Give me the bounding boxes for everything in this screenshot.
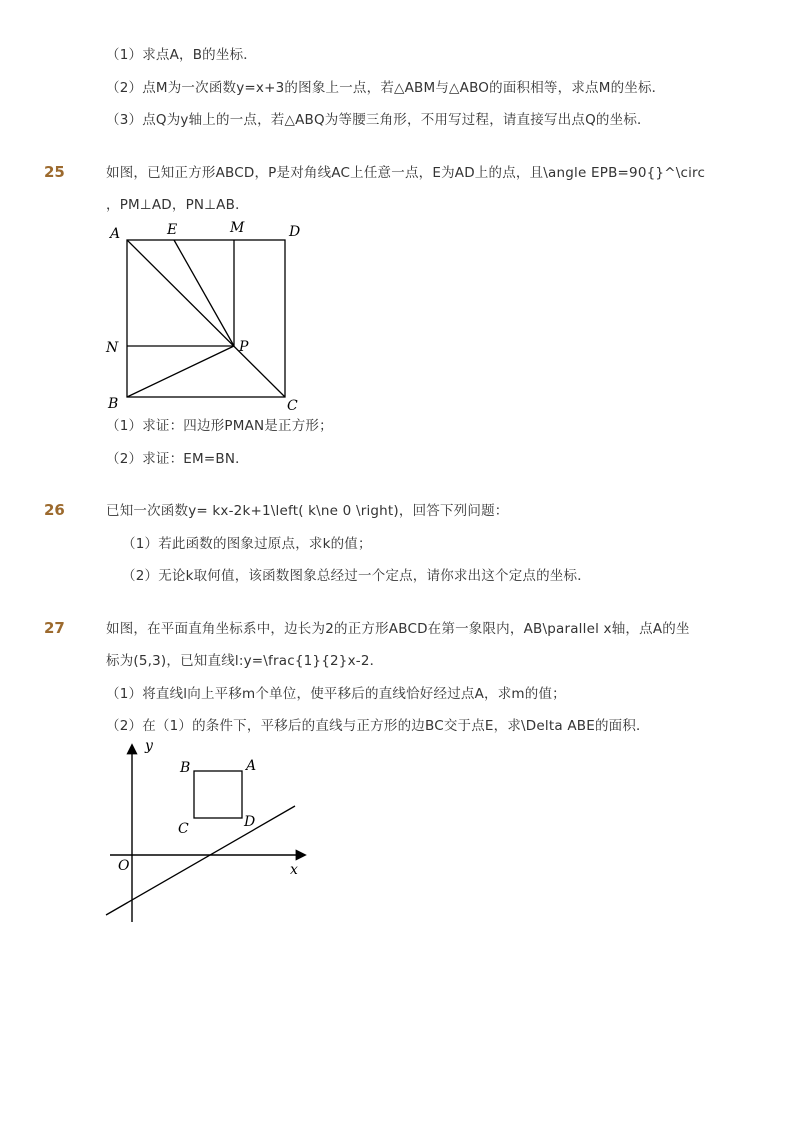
label-n: N (106, 340, 119, 356)
q27-number: 27 (44, 619, 65, 637)
q25-stem-line-1: 如图，已知正方形ABCD，P是对角线AC上任意一点，E为AD上的点，且\angle EPB=90{}^\circ (106, 165, 706, 181)
q24-item-2: （2）点M为一次函数y=x+3的图象上一点，若△ABM与△ABO的面积相等，求点M的坐标． (106, 80, 666, 96)
segment-pe (174, 240, 234, 346)
diagonal-ac (127, 240, 285, 397)
q26-item-1: （1）若此函数的图象过原点，求k的值； (122, 536, 372, 552)
label-m: M (230, 220, 245, 236)
q25-item-2: （2）求证：EM=BN． (106, 451, 249, 467)
label-x: x (290, 862, 298, 878)
label-b: B (108, 396, 119, 412)
q25-stem-line-2: ，PM⊥AD，PN⊥AB． (106, 197, 249, 213)
q27-coordinate-figure (100, 734, 320, 929)
label-e: E (167, 222, 178, 238)
label-p: P (239, 339, 249, 355)
label-c: C (287, 398, 298, 414)
q26-stem: 已知一次函数y= kx-2k+1\left( k\ne 0 \right)，回答下列问题： (106, 503, 509, 519)
label-o: O (118, 858, 130, 874)
line-l (106, 806, 295, 915)
label-d: D (244, 814, 256, 830)
q25-item-1: （1）求证：四边形PMAN是正方形； (106, 418, 333, 434)
q26-item-2: （2）无论k取何值，该函数图象总经过一个定点，请你求出这个定点的坐标． (122, 568, 591, 584)
label-y: y (145, 738, 153, 754)
q27-item-2: （2）在（1）的条件下，平移后的直线与正方形的边BC交于点E，求\Delta ABE的面积． (106, 718, 650, 734)
segment-pb (127, 346, 234, 397)
q24-item-1: （1）求点A，B的坐标． (106, 47, 257, 63)
q27-stem-line-1: 如图，在平面直角坐标系中，边长为2的正方形ABCD在第一象限内，AB\parallel x轴，点A的坐 (106, 621, 690, 637)
label-a: A (110, 226, 121, 242)
label-b: B (180, 760, 191, 776)
q25-number: 25 (44, 163, 65, 181)
q24-item-3: （3）点Q为y轴上的一点，若△ABQ为等腰三角形，不用写过程，请直接写出点Q的坐标． (106, 112, 651, 128)
label-c: C (178, 821, 189, 837)
q27-item-1: （1）将直线l向上平移m个单位，使平移后的直线恰好经过点A，求m的值； (106, 686, 566, 702)
square-abcd (194, 771, 242, 818)
label-a: A (246, 758, 257, 774)
q27-stem-line-2: 标为(5,3)，已知直线l:y=\frac{1}{2}x-2． (106, 653, 384, 669)
q25-square-figure (100, 214, 320, 414)
label-d: D (289, 224, 301, 240)
q26-number: 26 (44, 501, 65, 519)
